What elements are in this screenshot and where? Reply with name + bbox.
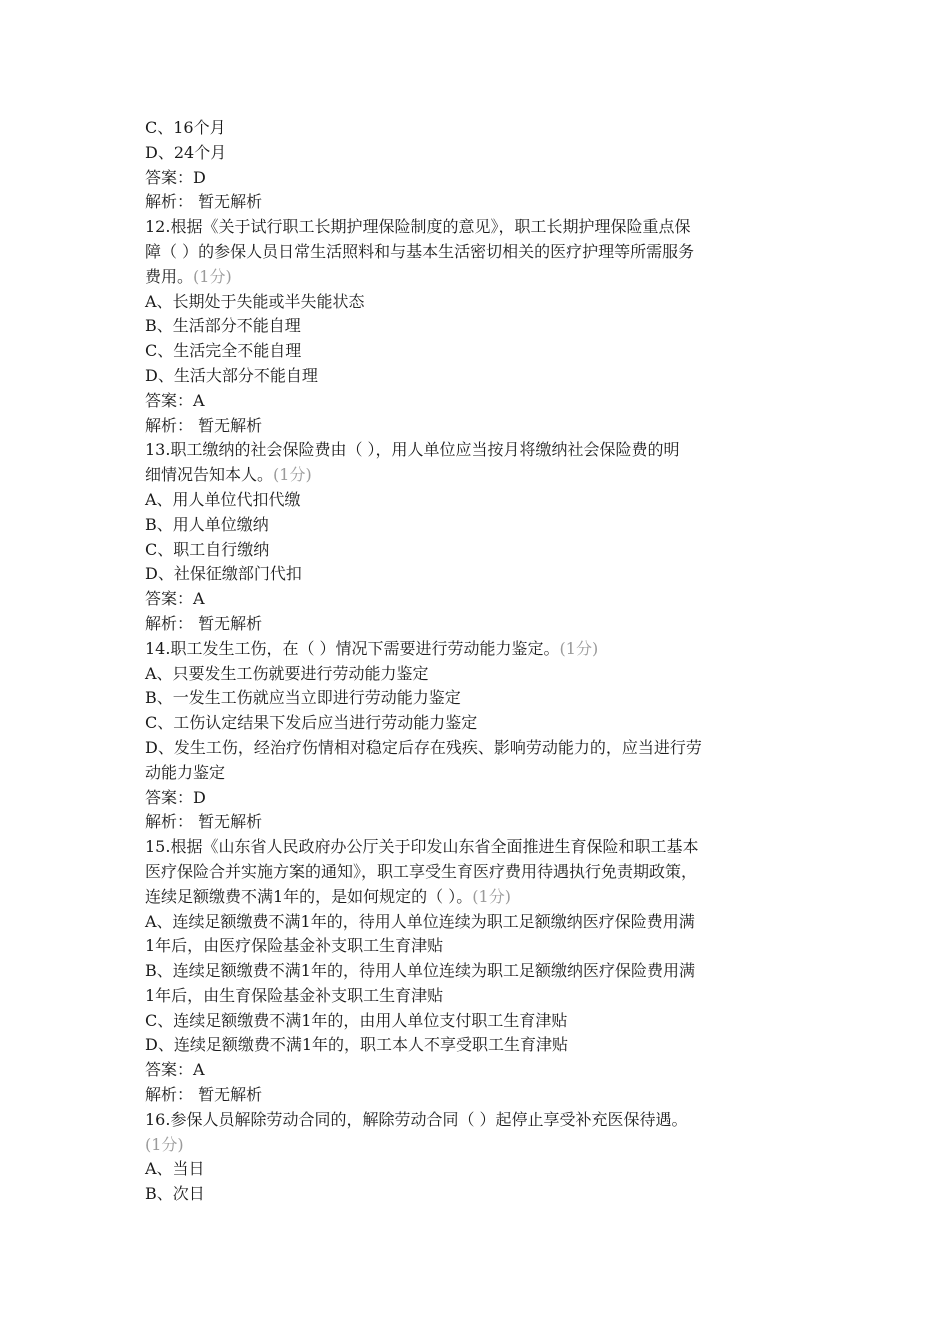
score-label: (1分): [145, 1134, 184, 1154]
option: A、长期处于失能或半失能状态: [145, 291, 365, 311]
question-text-line: 13.职工缴纳的社会保险费由（ ），用人单位应当按月将缴纳社会保险费的明: [145, 440, 680, 460]
analysis: 解析： 暂无解析: [145, 613, 263, 633]
question-text: 连续足额缴费不满1年的，是如何规定的（ ）。: [145, 886, 473, 906]
answer: 答案：A: [145, 589, 205, 609]
option-line: D、发生工伤，经治疗伤情相对稳定后存在残疾、影响劳动能力的，应当进行劳: [145, 737, 702, 757]
option-d: D、24个月: [145, 142, 227, 162]
option: A、当日: [145, 1159, 205, 1179]
analysis: 解析： 暂无解析: [145, 1085, 263, 1105]
answer: 答案：A: [145, 1060, 205, 1080]
option-line: B、连续足额缴费不满1年的，待用人单位连续为职工足额缴纳医疗保险费用满: [145, 961, 695, 981]
option: B、一发生工伤就应当立即进行劳动能力鉴定: [145, 688, 461, 708]
option: C、生活完全不能自理: [145, 341, 302, 361]
score-label: (1分): [273, 465, 312, 485]
option: B、生活部分不能自理: [145, 316, 301, 336]
score-label: (1分): [559, 638, 599, 658]
option: C、连续足额缴费不满1年的，由用人单位支付职工生育津贴: [145, 1010, 568, 1030]
question-text-line: 12.根据《关于试行职工长期护理保险制度的意见》，职工长期护理保险重点保: [145, 217, 691, 237]
question-list: [145, 116, 810, 1207]
option: D、连续足额缴费不满1年的，职工本人不享受职工生育津贴: [145, 1035, 569, 1055]
analysis: 解析： 暂无解析: [145, 192, 263, 212]
question-text-line: [145, 637, 810, 662]
question-text-line: [145, 463, 810, 488]
option: B、用人单位缴纳: [145, 514, 269, 534]
option: D、社保征缴部门代扣: [145, 564, 302, 584]
option: B、次日: [145, 1184, 205, 1204]
question-text-line: 15.根据《山东省人民政府办公厅关于印发山东省全面推进生育保险和职工基本: [145, 837, 699, 857]
option-line: 1年后，由生育保险基金补支职工生育津贴: [145, 985, 444, 1005]
question-text-line: [145, 885, 810, 910]
option: C、工伤认定结果下发后应当进行劳动能力鉴定: [145, 713, 478, 733]
option: C、职工自行缴纳: [145, 539, 270, 559]
question-text: 细情况告知本人。: [145, 465, 274, 485]
question-text-line: [145, 265, 810, 290]
option-c: C、16个月: [145, 118, 226, 137]
option: A、用人单位代扣代缴: [145, 489, 301, 509]
option-line: A、连续足额缴费不满1年的，待用人单位连续为职工足额缴纳医疗保险费用满: [145, 911, 695, 931]
analysis: 解析： 暂无解析: [145, 415, 263, 435]
analysis: 解析： 暂无解析: [145, 812, 263, 832]
question-text: 费用。: [145, 266, 194, 286]
option: A、只要发生工伤就要进行劳动能力鉴定: [145, 663, 429, 683]
answer: 答案：D: [145, 787, 206, 807]
question-text: 14.职工发生工伤，在（ ）情况下需要进行劳动能力鉴定。: [145, 638, 560, 658]
option: D、生活大部分不能自理: [145, 365, 318, 385]
answer: 答案：A: [145, 390, 205, 410]
question-text-line: 16.参保人员解除劳动合同的，解除劳动合同（ ）起停止享受补充医保待遇。: [145, 1109, 688, 1129]
question-text-line: 障（ ）的参保人员日常生活照料和与基本生活密切相关的医疗护理等所需服务: [145, 241, 695, 261]
question-text-line: 医疗保险合并实施方案的通知》，职工享受生育医疗费用待遇执行免责期政策，: [145, 861, 698, 881]
option-line: 1年后，由医疗保险基金补支职工生育津贴: [145, 936, 444, 956]
answer: 答案：D: [145, 167, 206, 187]
option-line: 动能力鉴定: [145, 762, 226, 782]
score-label: (1分): [193, 266, 232, 286]
score-label: (1分): [472, 886, 511, 906]
